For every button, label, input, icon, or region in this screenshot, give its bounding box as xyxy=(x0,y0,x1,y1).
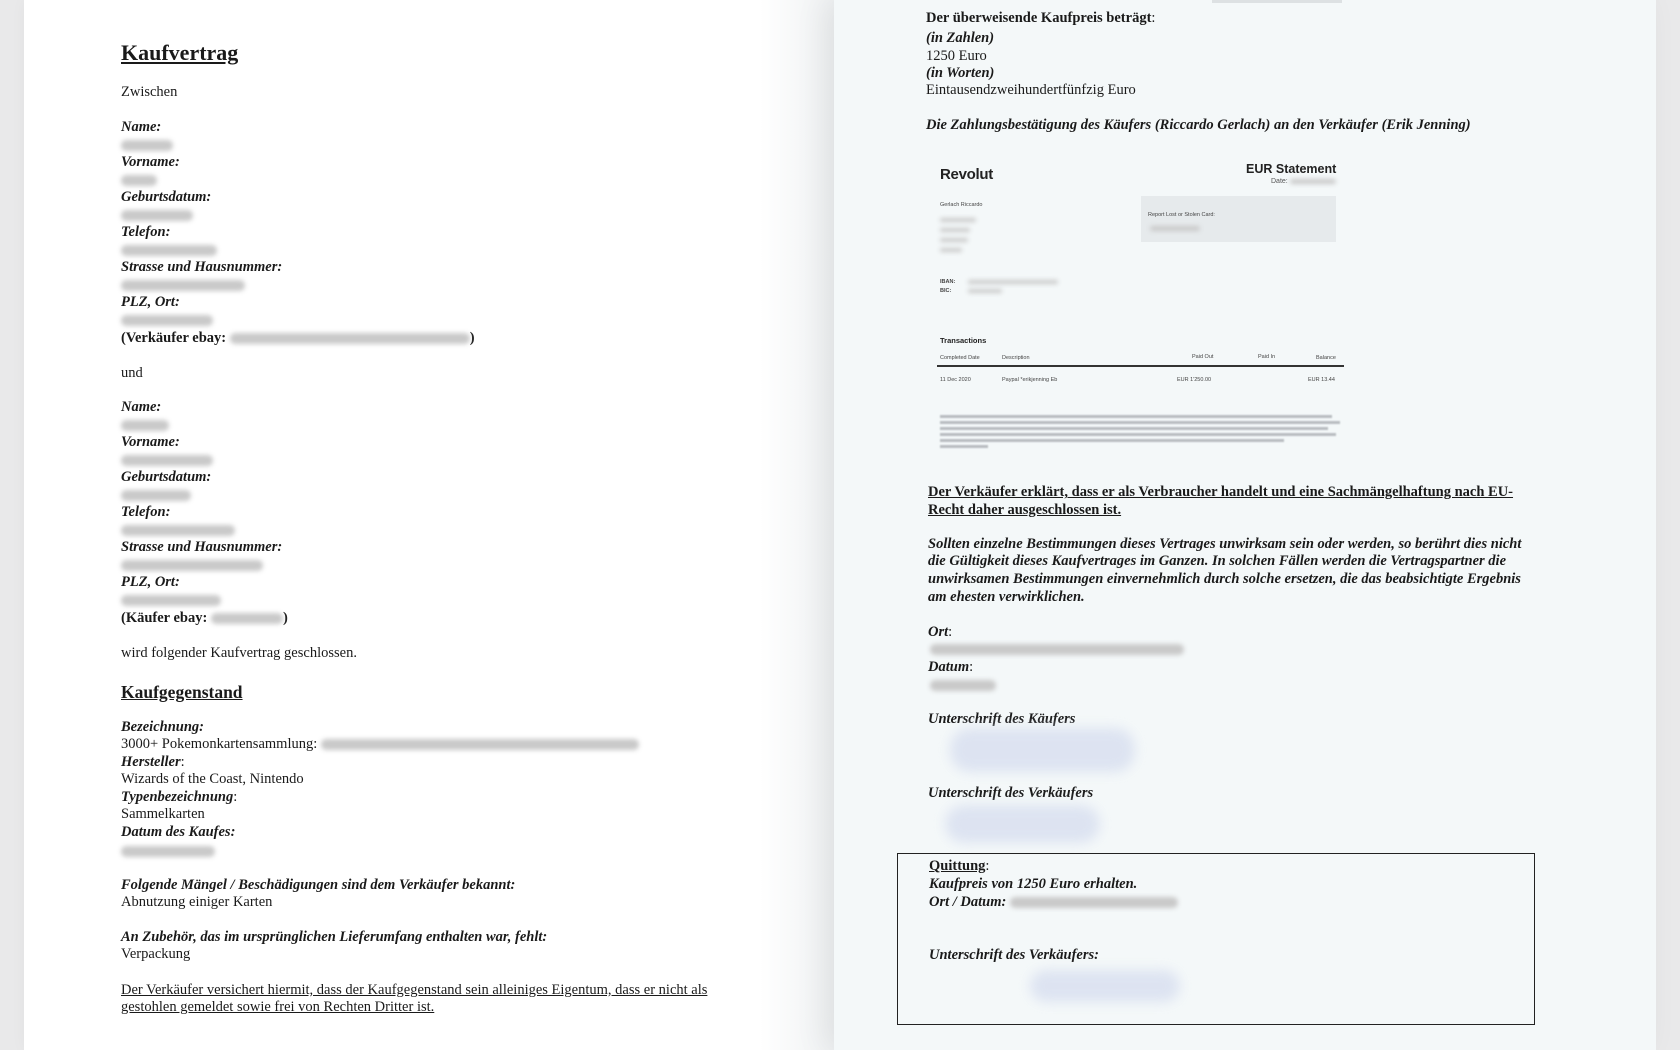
col-description: Description xyxy=(1002,355,1030,361)
redacted-value xyxy=(121,245,217,256)
tx-date: 11 Dec 2020 xyxy=(940,377,971,383)
buyer-signature-redacted xyxy=(950,728,1135,772)
price-heading-line: Der überweisende Kaufpreis beträgt: xyxy=(926,10,1156,26)
designation-line: 3000+ Pokemonkartensammlung: xyxy=(121,736,639,753)
statement-date-line: Date: xyxy=(1271,178,1336,185)
between-label: Zwischen xyxy=(121,84,178,100)
designation-label: Bezeichnung: xyxy=(121,719,204,735)
col-completed-date: Completed Date xyxy=(940,355,980,361)
report-card-label: Report Lost or Stolen Card: xyxy=(1148,212,1215,218)
revolut-statement-image xyxy=(928,152,1348,452)
seller-signature-label: Unterschrift des Verkäufers xyxy=(928,785,1094,801)
redacted-value xyxy=(121,315,213,326)
receipt-place-date-line: Ort / Datum: xyxy=(929,894,1178,911)
seller-signature-redacted xyxy=(945,805,1100,843)
statement-fine-print xyxy=(940,415,1340,451)
in-numbers-label: (in Zahlen) xyxy=(926,30,995,46)
iban-label: IBAN: xyxy=(940,279,956,285)
redacted-value xyxy=(211,613,283,624)
bic-label: BIC: xyxy=(940,288,952,294)
tx-paid-out: EUR 1'250.00 xyxy=(1177,377,1212,383)
redacted-value xyxy=(968,280,1058,284)
document-title: Kaufvertrag xyxy=(121,40,239,65)
redacted-value xyxy=(930,680,996,691)
and-label: und xyxy=(121,365,143,381)
statement-title: EUR Statement xyxy=(1246,162,1337,176)
assurance-line-1: Der Verkäufer versichert hiermit, dass der Kaufgegenstand sein alleiniges Eigentum, dass er nicht als xyxy=(121,982,708,998)
manufacturer-label-line: Hersteller: xyxy=(121,754,185,770)
receipt-amount-line: Kaufpreis von 1250 Euro erhalten. xyxy=(929,876,1138,892)
payment-caption: Die Zahlungsbestätigung des Käufers (Riccardo Gerlach) an den Verkäufer (Erik Jenning) xyxy=(926,117,1471,133)
buyer-phone-label: Telefon: xyxy=(121,504,171,520)
redacted-value xyxy=(1010,897,1178,908)
redacted-value xyxy=(121,560,263,571)
buyer-name-label: Name: xyxy=(121,399,162,415)
seller-name-label: Name: xyxy=(121,119,162,135)
in-words-label: (in Worten) xyxy=(926,65,995,81)
revolut-logo: Revolut xyxy=(940,166,993,183)
redacted-value xyxy=(321,739,639,750)
accessories-value: Verpackung xyxy=(121,946,191,962)
redacted-value xyxy=(940,238,968,242)
transactions-label: Transactions xyxy=(940,336,987,345)
type-label-line: Typenbezeichnung: xyxy=(121,789,238,805)
consumer-line-1: Der Verkäufer erklärt, dass er als Verbraucher handelt und eine Sachmängelhaftung nach EU- xyxy=(928,484,1514,500)
account-holder: Gerlach Riccardo xyxy=(940,202,983,208)
seller-phone-label: Telefon: xyxy=(121,224,171,240)
consumer-line-2: Recht daher ausgeschlossen ist. xyxy=(928,502,1122,518)
price-words: Eintausendzweihundertfünfzig Euro xyxy=(926,82,1136,98)
receipt-title-line: Quittung: xyxy=(929,858,990,874)
seller-firstname-label: Vorname: xyxy=(121,154,180,170)
buyer-firstname-label: Vorname: xyxy=(121,434,180,450)
seller-city-label: PLZ, Ort: xyxy=(121,294,180,310)
place-label-line: Ort: xyxy=(928,624,953,640)
redacted-value xyxy=(940,228,970,232)
redacted-value xyxy=(968,289,1002,293)
purchase-date-label: Datum des Kaufes: xyxy=(121,824,236,840)
buyer-birthdate-label: Geburtsdatum: xyxy=(121,469,212,485)
defects-value: Abnutzung einiger Karten xyxy=(121,894,273,910)
receipt-signature-label: Unterschrift des Verkäufers: xyxy=(929,947,1099,963)
seller-birthdate-label: Geburtsdatum: xyxy=(121,189,212,205)
redacted-value xyxy=(121,210,193,221)
redacted-value xyxy=(940,218,976,222)
type-value: Sammelkarten xyxy=(121,806,205,822)
section-title-kaufgegenstand: Kaufgegenstand xyxy=(121,682,243,702)
redacted-value xyxy=(121,140,173,151)
redacted-value xyxy=(121,525,235,536)
redacted-value xyxy=(121,490,191,501)
severability-line-1: Sollten einzelne Bestimmungen dieses Vertrages unwirksam sein oder werden, so berührt dies nicht xyxy=(928,536,1522,552)
receipt-signature-redacted xyxy=(1030,970,1180,1002)
buyer-signature-label: Unterschrift des Käufers xyxy=(928,711,1076,727)
manufacturer-value: Wizards of the Coast, Nintendo xyxy=(121,771,304,787)
redacted-value xyxy=(940,248,962,252)
tx-balance: EUR 13.44 xyxy=(1308,377,1335,383)
redacted-value xyxy=(1150,226,1200,231)
redacted-value xyxy=(121,455,213,466)
seller-ebay-line: (Verkäufer ebay: ) xyxy=(121,330,475,346)
seller-street-label: Strasse und Hausnummer: xyxy=(121,259,283,275)
severability-line-2: die Gültigkeit dieses Kaufvertrages im Ganzen. In solchen Fällen werden die Vertragspartner die xyxy=(928,553,1507,569)
assurance-line-2: gestohlen gemeldet sowie frei von Rechten Dritter ist. xyxy=(121,999,435,1015)
price-number: 1250 Euro xyxy=(926,48,987,64)
redacted-value xyxy=(121,420,169,431)
tx-description: Paypal *erikjenning Eb xyxy=(1002,377,1058,383)
defects-label: Folgende Mängel / Beschädigungen sind dem Verkäufer bekannt: xyxy=(121,877,516,893)
col-balance: Balance xyxy=(1316,355,1336,361)
redacted-value xyxy=(230,333,470,344)
col-paid-in: Paid In xyxy=(1258,354,1276,360)
col-paid-out: Paid Out xyxy=(1192,354,1214,360)
severability-line-3: unwirksamen Bestimmungen einvernehmlich durch solche ersetzen, die das beabsichtigte Ergebnis xyxy=(928,571,1521,587)
redacted-value xyxy=(121,846,215,857)
redacted-value xyxy=(1290,179,1336,184)
severability-line-4: am ehesten verwirklichen. xyxy=(928,589,1085,605)
buyer-ebay-line: (Käufer ebay: ) xyxy=(121,610,288,626)
redacted-value xyxy=(121,175,157,186)
top-edge-mark xyxy=(1212,0,1342,3)
redacted-value xyxy=(121,595,221,606)
date-label-line: Datum: xyxy=(928,659,974,675)
accessories-label: An Zubehör, das im ursprünglichen Lieferumfang enthalten war, fehlt: xyxy=(121,929,548,945)
redacted-value xyxy=(121,280,245,291)
table-rule xyxy=(937,365,1344,367)
buyer-street-label: Strasse und Hausnummer: xyxy=(121,539,283,555)
closing-line: wird folgender Kaufvertrag geschlossen. xyxy=(121,645,357,661)
report-card-box xyxy=(1141,196,1336,242)
redacted-value xyxy=(930,644,1184,655)
buyer-city-label: PLZ, Ort: xyxy=(121,574,180,590)
